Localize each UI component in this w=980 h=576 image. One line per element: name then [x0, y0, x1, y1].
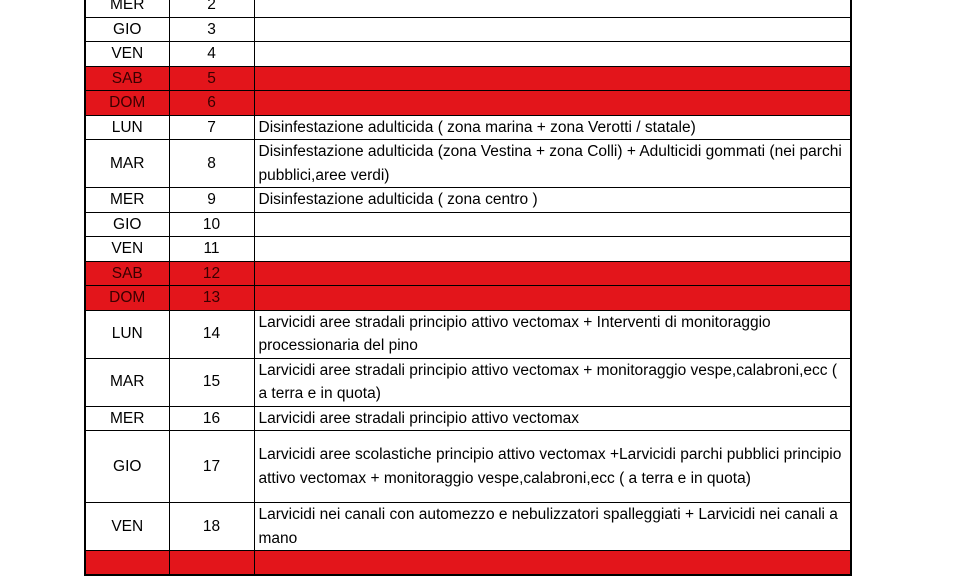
weekend-row — [85, 91, 851, 116]
day-cell: DOM — [85, 286, 169, 311]
date-cell: 2 — [169, 0, 254, 17]
day-cell: MER — [85, 188, 169, 213]
date-cell: 9 — [169, 188, 254, 213]
activity-cell: Disinfestazione adulticida ( zona marina + zona Verotti / statale) — [254, 115, 851, 140]
activity-cell: Larvicidi aree stradali principio attivo vectomax + monitoraggio vespe,calabroni,ecc ( a terra e in quota) — [254, 358, 851, 406]
weekend-row — [85, 286, 851, 311]
date-cell: 10 — [169, 212, 254, 237]
activity-cell: Larvicidi aree scolastiche principio attivo vectomax +Larvicidi parchi pubblici principio attivo vectomax + monitoraggio vespe,calabroni,ecc ( a terra e in quota) — [254, 431, 851, 503]
activity-cell — [254, 91, 851, 116]
table-row — [85, 310, 851, 358]
schedule-body — [85, 0, 851, 575]
date-cell: 8 — [169, 140, 254, 188]
date-cell: 12 — [169, 261, 254, 286]
table-row — [85, 503, 851, 551]
activity-cell: Disinfestazione adulticida (zona Vestina + zona Colli) + Adulticidi gommati (nei parchi pubblici,aree verdi) — [254, 140, 851, 188]
activity-cell: Larvicidi nei canali con automezzo e nebulizzatori spalleggiati + Larvicidi nei canali a mano — [254, 503, 851, 551]
day-cell: VEN — [85, 503, 169, 551]
date-cell: 17 — [169, 431, 254, 503]
date-cell: 18 — [169, 503, 254, 551]
day-cell: VEN — [85, 42, 169, 67]
table-row — [85, 42, 851, 67]
day-cell: MER — [85, 0, 169, 17]
activity-cell — [254, 237, 851, 262]
day-cell: GIO — [85, 212, 169, 237]
date-cell: 4 — [169, 42, 254, 67]
day-cell: GIO — [85, 431, 169, 503]
activity-cell — [254, 17, 851, 42]
date-cell: 13 — [169, 286, 254, 311]
date-cell: 15 — [169, 358, 254, 406]
table-row — [85, 0, 851, 17]
weekend-row — [85, 551, 851, 576]
activity-cell — [254, 66, 851, 91]
table-row — [85, 115, 851, 140]
date-cell: 7 — [169, 115, 254, 140]
activity-cell: Disinfestazione adulticida ( zona centro ) — [254, 188, 851, 213]
weekend-row — [85, 66, 851, 91]
activity-cell — [254, 261, 851, 286]
day-cell: LUN — [85, 310, 169, 358]
table-row — [85, 431, 851, 503]
day-cell: LUN — [85, 115, 169, 140]
day-cell — [85, 551, 169, 576]
table-row — [85, 17, 851, 42]
table-row — [85, 212, 851, 237]
date-cell — [169, 551, 254, 576]
date-cell: 11 — [169, 237, 254, 262]
date-cell: 14 — [169, 310, 254, 358]
day-cell: MER — [85, 406, 169, 431]
table-row — [85, 237, 851, 262]
activity-cell — [254, 286, 851, 311]
activity-cell: Larvicidi aree stradali principio attivo vectomax — [254, 406, 851, 431]
date-cell: 3 — [169, 17, 254, 42]
schedule-table — [84, 0, 852, 576]
day-cell: MAR — [85, 358, 169, 406]
activity-cell — [254, 42, 851, 67]
date-cell: 16 — [169, 406, 254, 431]
day-cell: MAR — [85, 140, 169, 188]
activity-cell — [254, 212, 851, 237]
day-cell: SAB — [85, 261, 169, 286]
activity-cell — [254, 551, 851, 576]
day-cell: SAB — [85, 66, 169, 91]
table-row — [85, 406, 851, 431]
date-cell: 5 — [169, 66, 254, 91]
day-cell: DOM — [85, 91, 169, 116]
table-row — [85, 358, 851, 406]
day-cell: VEN — [85, 237, 169, 262]
weekend-row — [85, 261, 851, 286]
date-cell: 6 — [169, 91, 254, 116]
day-cell: GIO — [85, 17, 169, 42]
table-row — [85, 188, 851, 213]
activity-cell — [254, 0, 851, 17]
table-row — [85, 140, 851, 188]
activity-cell: Larvicidi aree stradali principio attivo vectomax + Interventi di monitoraggio processionaria del pino — [254, 310, 851, 358]
